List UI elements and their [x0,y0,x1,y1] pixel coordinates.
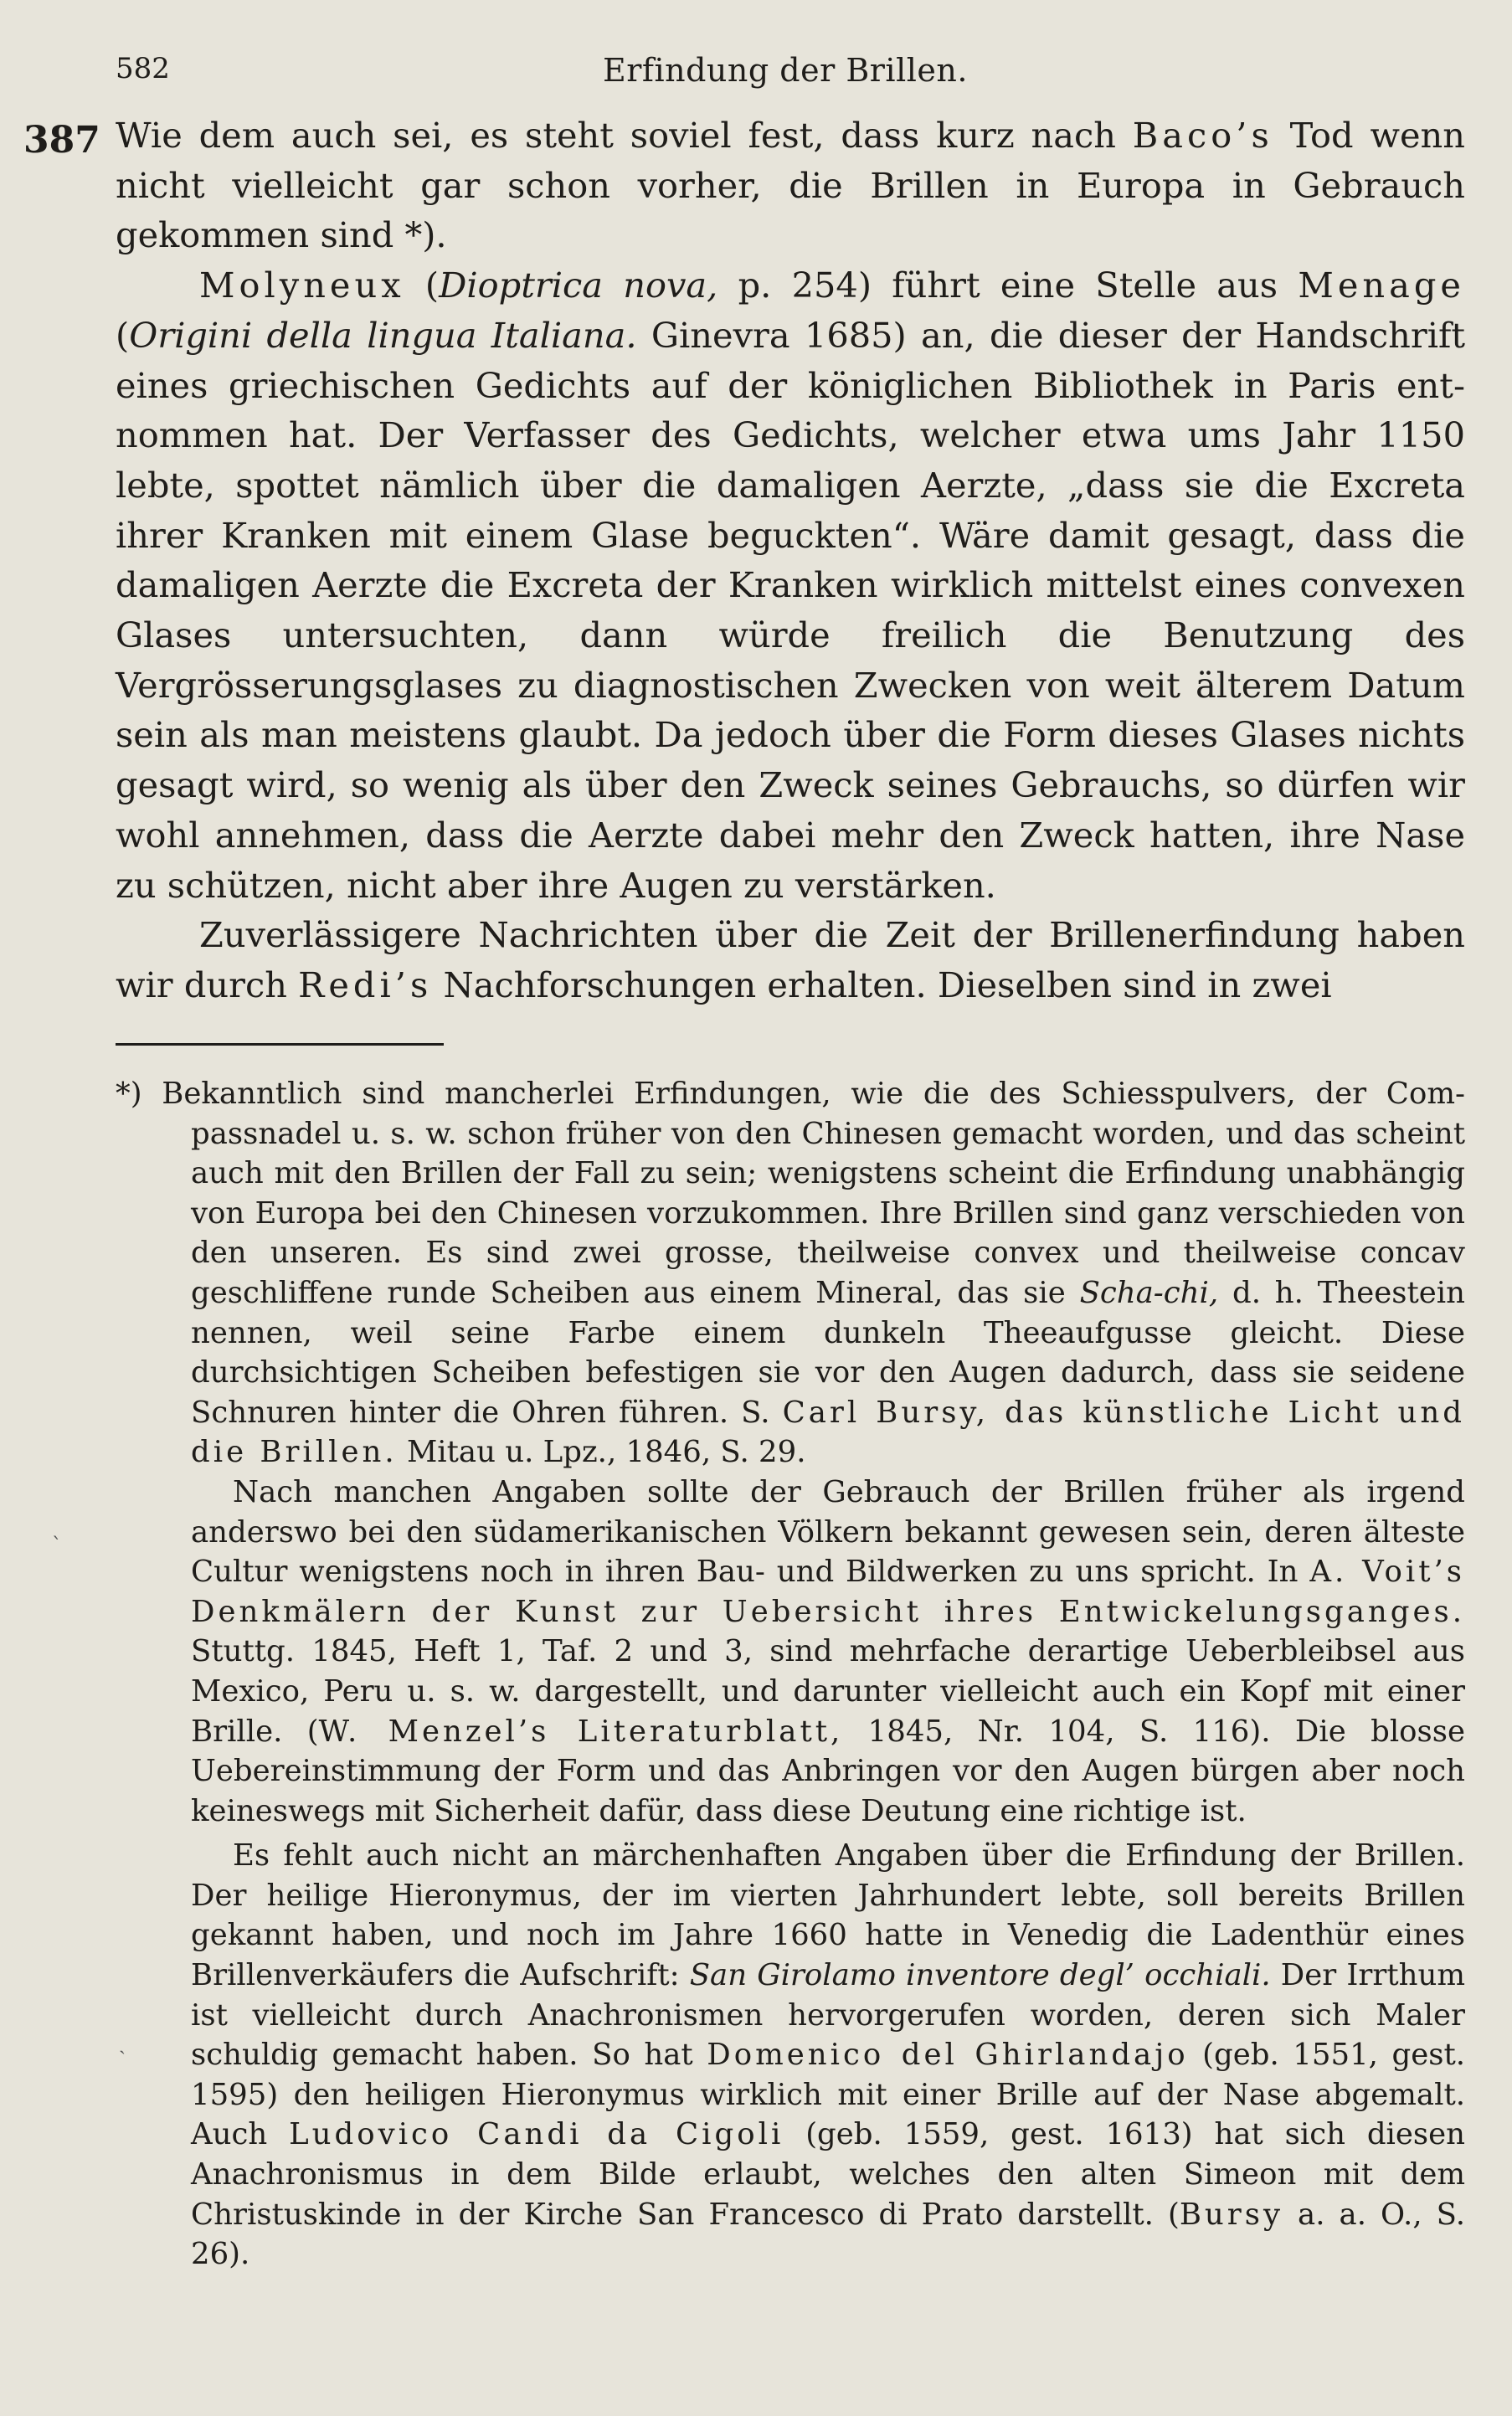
footnotes [116,1074,1465,2275]
print-speck: ˋ [52,1534,62,1557]
person-name: Molyneux [199,265,405,306]
paragraph-3 [116,910,1465,1010]
person-name: Menage [1298,265,1465,306]
footnote-paragraph-2 [116,1473,1465,1831]
person-name: Domenico del Ghirlandajo [707,2038,1189,2073]
person-name: Ludovico Candi da Cigoli [289,2117,784,2152]
footnote-text: Mitau u. Lpz., 1846, S. 29. [397,1435,806,1470]
person-name: Baco’s [1132,115,1273,156]
paragraph-text: Tod wenn nicht vielleicht gar schon vorher, die Brillen in Europa in Gebrauch gekommen sind *). [116,115,1465,256]
footnote-text: Nach manchen Angaben sollte der Gebrauch der Brillen früher als irgend anderswo bei den südamerikanischen Völkern bekannt gewesen sein, deren älteste Cultur wenigstens noch in ihren Bau- und Bildwerken zu uns spricht. In [191,1474,1465,1590]
footnote-text: *) Bekanntlich sind mancherlei Erfindungen, wie die des Schiesspulvers, der Compassnadel u. s. w. schon früher von den Chinesen gemacht worden, und das scheint auch mit den Brillen der Fall zu sein; wenigstens scheint die Erfindung unabhängig von Europa bei den Chinesen vorzukommen. Ihre Brillen sind ganz verschieden von den unseren. Es sind zwei grosse, theilweise convex und theilweise concav geschliffene runde Scheiben aus einem Mineral, das sie [116,1077,1465,1310]
citation-title: A. Voit’s Denkmälern der Kunst zur Uebersicht ihres Entwickelungsganges. [191,1555,1465,1629]
paragraph-text: p. 254) führt eine Stelle aus [717,265,1299,306]
paragraph-2 [116,260,1465,910]
footnote-text: d. h. Theestein nennen, weil seine Farbe einem dunkeln Theeaufgusse gleicht. Diese durchsichtigen Scheiben befestigen sie vor den Augen dadurch, dass sie seidene Schnuren hinter die Ohren führen. S. [191,1275,1466,1430]
footnote-text: 1845, Nr. 104, S. 116). Die blosse Uebereinstimmung der Form und das Anbringen vor den Augen bürgen aber noch keineswegs mit Sicherheit dafür, dass diese Deutung eine richtige ist. [191,1714,1465,1828]
footnote-text: (geb. 1559, gest. 1613) hat sich diesen Anachronismus in dem Bilde erlaubt, welches den alten Simeon mit dem Christuskinde in der Kirche San Francesco di Prato darstellt. ( [191,2117,1465,2232]
page-number: 582 [116,52,170,85]
footnote-text: Der Irrthum ist vielleicht durch Anachronismen hervorgerufen worden, deren sich Maler schuldig gemacht haben. So hat [191,1958,1465,2073]
footnote-text: (geb. 1551, gest. 1595) den heiligen Hieronymus wirklich mit einer Brille auf der Nase abgemalt. Auch [191,2038,1465,2152]
inscription-quote: San Girolamo inventore degl’ occhiali. [689,1958,1271,1993]
paragraph-text: Nachforschungen erhalten. Dieselben sind in zwei [432,964,1332,1005]
main-text [116,111,1465,1010]
book-title: Origini della lingua Italiana. [129,314,637,356]
running-title: Erfindung der Brillen. [603,52,968,89]
paragraph-1 [116,111,1465,260]
person-name: Redi’s [298,964,433,1005]
paragraph-text: Ginevra 1685) an, die dieser der Handschrift eines griechischen Gedichts auf der königlichen Bibliothek in Paris entnommen hat. Der Verfasser des Gedichts, welcher etwa ums Jahr 1150 lebte, spottet nämlich über die damaligen Aerzte, „dass sie die Excreta ihrer Kranken mit einem Glase beguckten“. Wäre damit gesagt, dass die damaligen Aerzte die Excreta der Kranken wirklich mittelst eines convexen Glases untersuchten, dann würde freilich die Benutzung des Vergrösserungsglases zu diagnostischen Zwecken von weit älterem Datum sein als man meistens glaubt. Da jedoch über die Form dieses Glases nichts gesagt wird, so wenig als über den Zweck seines Gebrauchs, so dürfen wir wohl annehmen, dass die Aerzte dabei mehr den Zweck hatten, ihre Nase zu schützen, nicht aber ihre Augen zu verstärken. [116,314,1466,906]
print-speck: ˏ [119,2031,126,2054]
book-title: Dioptrica nova, [439,265,718,306]
footnote-text: a. a. O., S. 26). [191,2197,1466,2272]
paragraph-text: ( [404,265,440,306]
paragraph-text: Zuverlässigere Nachrichten über die Zeit der Brillenerfindung haben wir durch [116,914,1465,1005]
foreign-term: Scha-chi, [1079,1275,1219,1310]
citation-title: W. Menzel’s Literaturblatt, [318,1714,844,1749]
footnote-divider [116,1043,444,1046]
person-name: Bursy [1179,2197,1284,2232]
footnote-text: Es fehlt auch nicht an märchenhaften Angaben über die Erfindung der Brillen. Der heilige Hieronymus, der im vierten Jahrhundert lebte, soll bereits Brillen gekannt haben, und noch im Jahre 1660 hatte in Venedig die Ladenthür eines Brillenverkäufers die Aufschrift: [191,1838,1465,1993]
footnote-1 [116,1074,1465,1473]
section-number: 387 [23,119,100,162]
footnote-paragraph-3 [116,1836,1465,2275]
footnote-text: Stuttg. 1845, Heft 1, Taf. 2 und 3, sind mehrfache derartige Ueberbleibsel aus Mexico, Peru u. s. w. dargestellt, und darunter vielleicht auch ein Kopf mit einer Brille. ( [191,1634,1465,1749]
page-header [0,52,1512,94]
citation-title: Carl Bursy, das künstliche Licht und die Brillen. [191,1395,1465,1470]
paragraph-text: ( [116,314,130,356]
paragraph-text: Wie dem auch sei, es steht soviel fest, dass kurz nach [116,115,1133,156]
